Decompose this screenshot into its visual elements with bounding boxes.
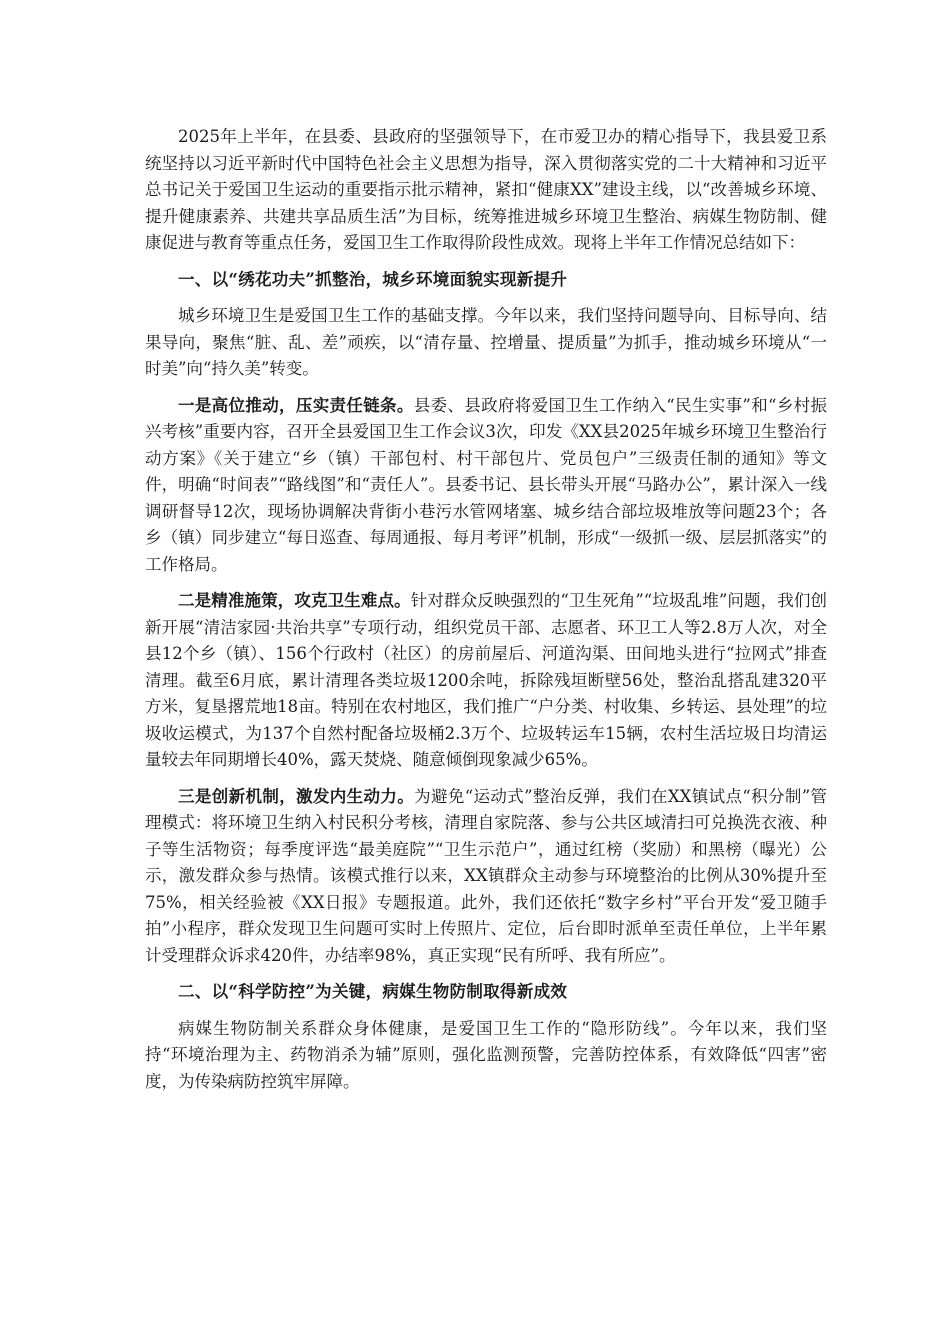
document-page — [145, 124, 827, 1105]
section-2-heading: 二、以“科学防控”为关键，病媒生物防制取得新成效 — [178, 982, 568, 1001]
intro-paragraph: 2025年上半年，在县委、县政府的坚强领导下，在市爱卫办的精心指导下，我县爱卫系统坚持以习近平新时代中国特色社会主义思想为指导，深入贯彻落实党的二十大精神和习近平总书记关于爱国卫生运动的重要指示批示精神，紧扣“健康XX”建设主线，以“改善城乡环境、提升健康素养、共建共享品质生活”为目标，统筹推进城乡环境卫生整治、病媒生物防制、健康促进与教育等重点任务，爱国卫生工作取得阶段性成效。现将上半年工作情况总结如下： — [145, 127, 827, 252]
section-1-intro: 城乡环境卫生是爱国卫生工作的基础支撑。今年以来，我们坚持问题导向、目标导向、结果导向，聚焦“脏、乱、差”顽疾，以“清存量、控增量、提质量”为抓手，推动城乡环境从“一时美”向“持久美”转变。 — [145, 306, 827, 378]
section-2-intro: 病媒生物防制关系群众身体健康，是爱国卫生工作的“隐形防线”。今年以来，我们坚持“环境治理为主、药物消杀为辅”原则，强化监测预警，完善防控体系，有效降低“四害”密度，为传染病防控筑牢屏障。 — [145, 1018, 827, 1091]
point-1-lead: 一是高位推动，压实责任链条。 — [178, 395, 414, 415]
section-1-point-2 — [145, 588, 827, 774]
point-2-lead: 二是精准施策，攻克卫生难点。 — [178, 591, 411, 610]
section-1-heading: 一、以“绣花功夫”抓整治，城乡环境面貌实现新提升 — [178, 269, 568, 289]
section-1-point-3 — [145, 784, 827, 970]
point-3-lead: 三是创新机制，激发内生动力。 — [178, 786, 415, 806]
point-1-text: 县委、县政府将爱国卫生工作纳入“民生实事”和“乡村振兴考核”重要内容，召开全县爱国卫生工作会议3次，印发《XX县2025年城乡环境卫生整治行动方案》《关于建立“乡（镇）干部包村、村干部包片、党员包户”三级责任制的通知》等文件，明确“时间表”“路线图”和“责任人”。县委书记、县长带头开展“马路办公”，累计深入一线调研督导12次，现场协调解决背街小巷污水管网堵塞、城乡结合部垃圾堆放等问题23个；各乡（镇）同步建立“每日巡查、每周通报、每月考评”机制，形成“一级抓一级、层层抓落实”的工作格局。 — [145, 395, 827, 574]
point-2-text: 针对群众反映强烈的“卫生死角”“垃圾乱堆”问题，我们创新开展“清洁家园·共治共享”专项行动，组织党员干部、志愿者、环卫工人等2.8万人次，对全县12个乡（镇）、156个行政村（社区）的房前屋后、河道沟渠、田间地头进行“拉网式”排查清理。截至6月底，累计清理各类垃圾1200余吨，拆除残垣断壁56处，整治乱搭乱建320平方米，复垦撂荒地18亩。特别在农村地区，我们推广“户分类、村收集、乡转运、县处理”的垃圾收运模式，为137个自然村配备垃圾桶2.3万个、垃圾转运车15辆，农村生活垃圾日均清运量较去年同期增长40%，露天焚烧、随意倾倒现象减少65%。 — [145, 591, 828, 769]
point-3-text: 为避免“运动式”整治反弹，我们在XX镇试点“积分制”管理模式：将环境卫生纳入村民积分考核，清理自家院落、参与公共区域清扫可兑换洗衣液、种子等生活物资；每季度评选“最美庭院”“卫生示范户”，通过红榜（奖励）和黑榜（曝光）公示，激发群众参与热情。该模式推行以来，XX镇群众主动参与环境整治的比例从30%提升至75%，相关经验被《XX日报》专题报道。此外，我们还依托“数字乡村”平台开发“爱卫随手拍”小程序，群众发现卫生问题可实时上传照片、定位，后台即时派单至责任单位，上半年累计受理群众诉求420件，办结率98%，真正实现“民有所呼、我有所应”。 — [145, 786, 828, 965]
section-1-point-1 — [145, 393, 827, 579]
